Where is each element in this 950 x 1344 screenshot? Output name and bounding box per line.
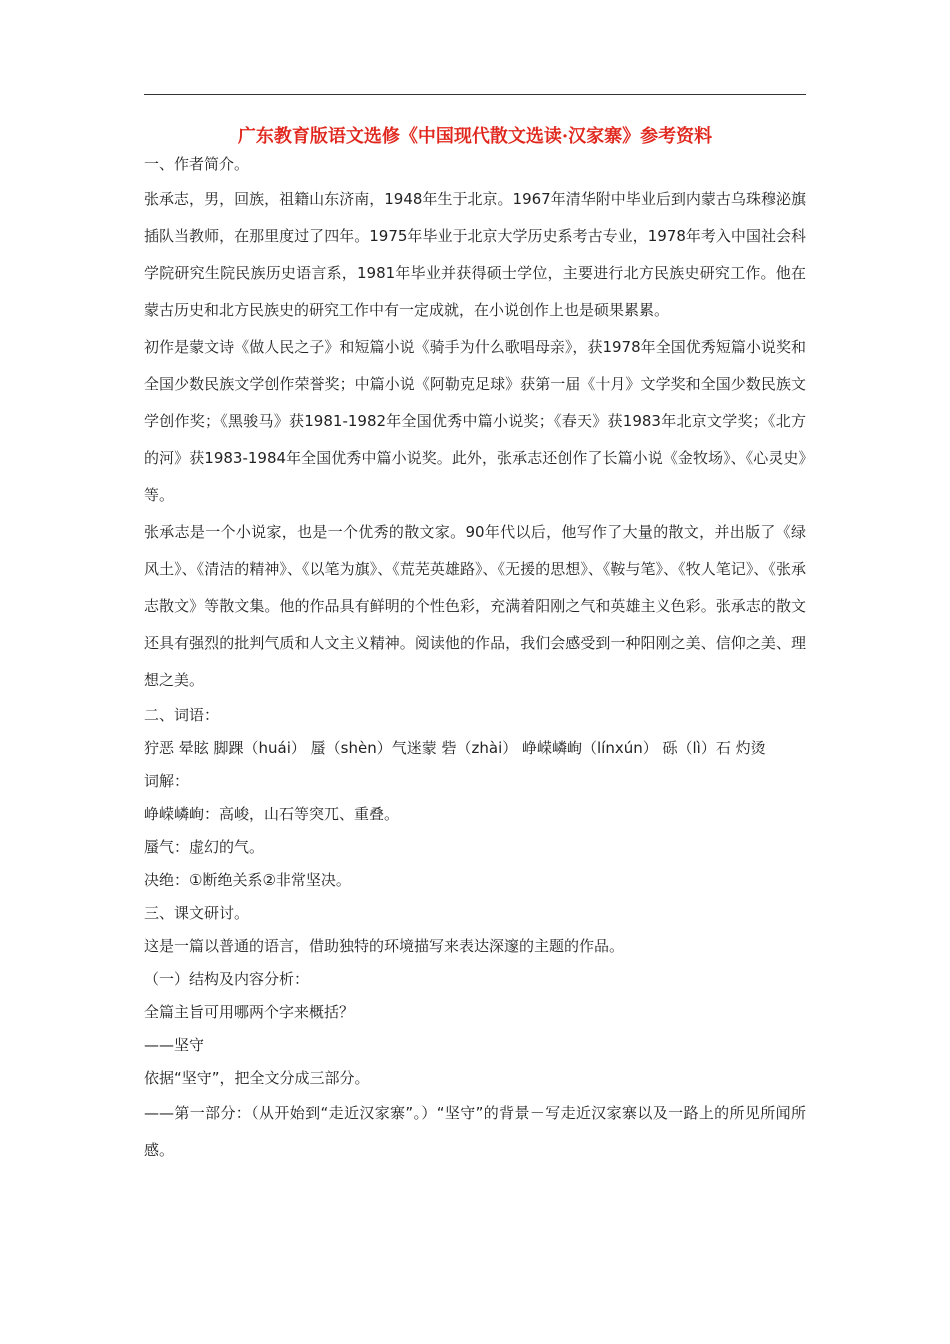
glossary-item: 蜃气：虚幻的气。 bbox=[144, 838, 265, 856]
header-rule bbox=[144, 94, 806, 95]
document-title: 广东教育版语文选修《中国现代散文选读·汉家寨》参考资料 bbox=[237, 126, 713, 147]
part-one-line: ——第一部分：（从开始到“走近汉家寨”。）“坚守”的背景－写走近汉家寨以及一路上的所见所闻所感。 bbox=[144, 1104, 806, 1159]
author-bio-paragraph-2: 初作是蒙文诗《做人民之子》和短篇小说《骑手为什么歌唱母亲》，获1978年全国优秀短篇小说奖和全国少数民族文学创作荣誉奖；中篇小说《阿勒克足球》获第一届《十月》文学奖和全国少数民族文学创作奖；《黑骏马》获1981-1982年全国优秀中篇小说奖；《春天》获1983年北京文学奖；《北方的河》获1983-1984年全国优秀中篇小说奖。此外，张承志还创作了长篇小说《金牧场》、《心灵史》等。 bbox=[144, 338, 806, 504]
glossary-item: 峥嵘嶙峋：高峻，山石等突兀、重叠。 bbox=[144, 805, 400, 823]
glossary-item: 决绝：①断绝关系②非常坚决。 bbox=[144, 871, 351, 889]
structure-heading: （一）结构及内容分析： bbox=[144, 970, 310, 988]
intro-line: 这是一篇以普通的语言，借助独特的环境描写来表达深邃的主题的作品。 bbox=[144, 937, 625, 955]
author-bio-paragraph-3: 张承志是一个小说家，也是一个优秀的散文家。90年代以后，他写作了大量的散文，并出版了《绿风土》、《清洁的精神》、《以笔为旗》、《荒芜英雄路》、《无援的思想》、《鞍与笔》、《牧人笔记》、《张承志散文》等散文集。他的作品具有鲜明的个性色彩，充满着阳刚之气和英雄主义色彩。张承志的散文还具有强烈的批判气质和人文主义精神。阅读他的作品，我们会感受到一种阳刚之美、信仰之美、理想之美。 bbox=[144, 523, 806, 689]
document-body bbox=[144, 148, 806, 1169]
glossary-heading: 词解： bbox=[144, 772, 190, 790]
section-heading-vocabulary: 二、词语： bbox=[144, 706, 220, 724]
answer-line: ——坚守 bbox=[144, 1036, 205, 1054]
vocabulary-line: 狞恶 晕眩 脚踝（huái） 蜃（shèn）气迷蒙 砦（zhài） 峥嵘嶙峋（línxún） 砾（lì）石 灼烫 bbox=[144, 739, 766, 757]
section-heading-author: 一、作者简介。 bbox=[144, 155, 250, 173]
section-heading-text-study: 三、课文研讨。 bbox=[144, 904, 250, 922]
question-line: 全篇主旨可用哪两个字来概括？ bbox=[144, 1003, 355, 1021]
division-line: 依据“坚守”，把全文分成三部分。 bbox=[144, 1069, 370, 1087]
author-bio-paragraph-1: 张承志，男，回族，祖籍山东济南，1948年生于北京。1967年清华附中毕业后到内蒙古乌珠穆泌旗插队当教师，在那里度过了四年。1975年毕业于北京大学历史系考古专业，1978年考入中国社会科学院研究生院民族历史语言系，1981年毕业并获得硕士学位，主要进行北方民族史研究工作。他在蒙古历史和北方民族史的研究工作中有一定成就，在小说创作上也是硕果累累。 bbox=[144, 190, 806, 319]
